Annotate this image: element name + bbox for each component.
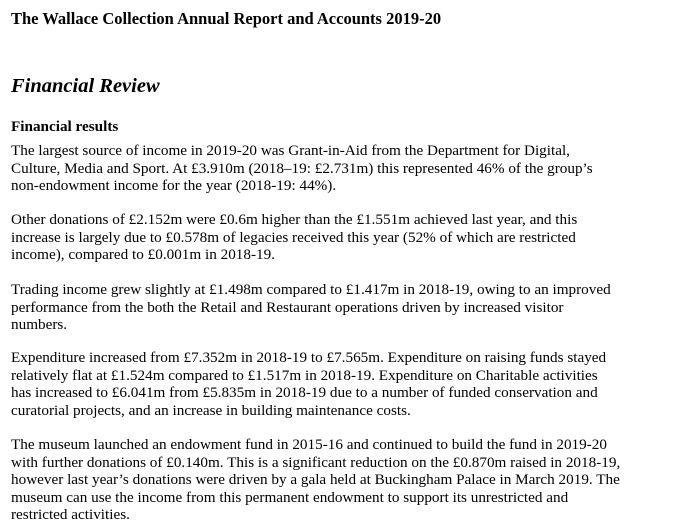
text-line: Other donations of £2.152m were £0.6m higher than the £1.551m achieved last year, and this — [11, 211, 578, 228]
text-line: however last year’s donations were driven by a gala held at Buckingham Palace in March 2019. The — [11, 471, 620, 489]
text-line: income), compared to £0.001m in 2018-19. — [11, 246, 276, 264]
text-line: has increased to £6.041m from £5.835m in 2018-19 due to a number of funded conservation and — [11, 384, 598, 402]
text-line: with further donations of £0.140m. This is a significant reduction on the £0.870m raised in 2018-19, — [11, 453, 621, 471]
section-title: Financial Review — [11, 75, 160, 97]
text-line: restricted activities. — [11, 506, 130, 524]
report-header: The Wallace Collection Annual Report and Accounts 2019-20 — [11, 9, 442, 28]
paragraph-trading-income — [11, 281, 611, 334]
paragraph-grant-in-aid — [11, 142, 593, 195]
text-line: relatively flat at £1.524m compared to £1.517m in 2018-19. Expenditure on Charitable activities — [11, 366, 598, 384]
paragraph-other-donations — [11, 211, 577, 264]
paragraph-endowment-fund — [11, 436, 620, 524]
text-line: increase is largely due to £0.578m of legacies received this year (52% of which are restricted — [11, 228, 576, 246]
text-line: The museum launched an endowment fund in 2015-16 and continued to build the fund in 2019-20 — [11, 436, 607, 453]
text-line: performance from the both the Retail and Restaurant operations driven by increased visitor — [11, 298, 564, 316]
text-line: museum can use the income from this permanent endowment to support its unrestricted and — [11, 488, 569, 506]
subheading-financial-results: Financial results — [11, 118, 119, 135]
text-line: numbers. — [11, 316, 68, 334]
text-line: non-endowment income for the year (2018-19: 44%). — [11, 177, 337, 195]
paragraph-expenditure — [11, 349, 606, 419]
text-line: The largest source of income in 2019-20 was Grant-in-Aid from the Department for Digital, — [11, 142, 570, 159]
text-line: Culture, Media and Sport. At £3.910m (2018–19: £2.731m) this represented 46% of the group’s — [11, 159, 593, 177]
text-line: curatorial projects, and an increase in building maintenance costs. — [11, 401, 411, 419]
text-line: Expenditure increased from £7.352m in 2018-19 to £7.565m. Expenditure on raising funds stayed — [11, 349, 607, 366]
text-line: Trading income grew slightly at £1.498m compared to £1.417m in 2018-19, owing to an improved — [11, 281, 611, 298]
